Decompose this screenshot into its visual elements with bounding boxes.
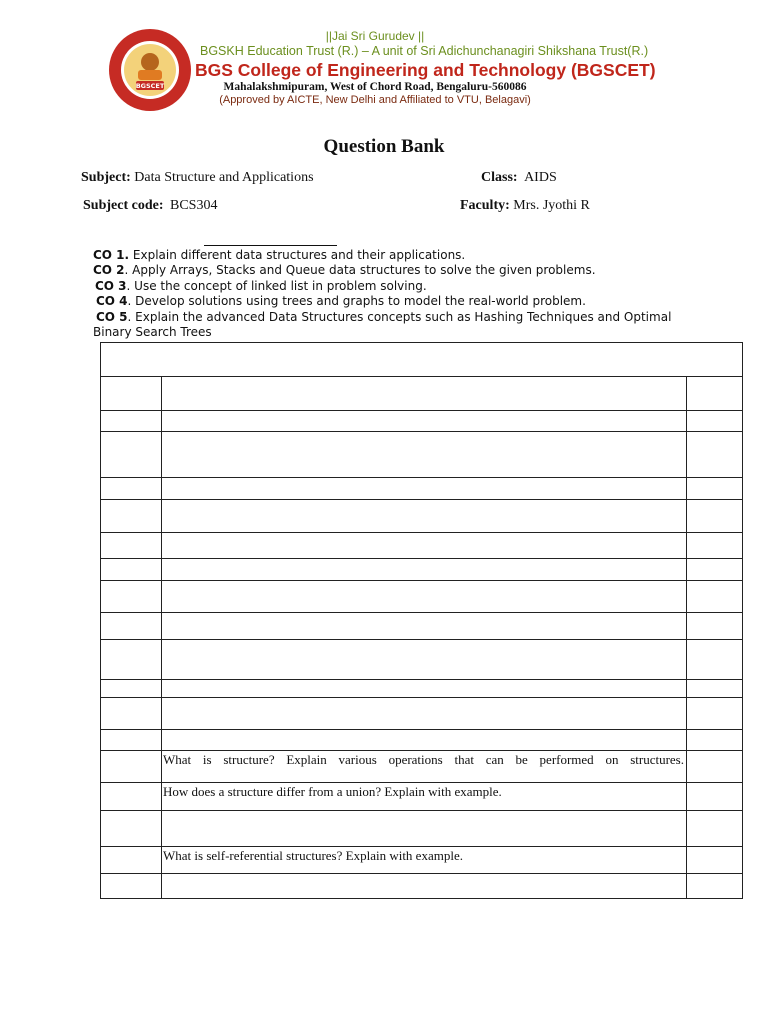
table-row: [101, 811, 743, 847]
divider-underline: [204, 245, 337, 246]
table-row: [101, 783, 743, 811]
table-row: [101, 559, 743, 581]
question-cell: [162, 698, 687, 730]
co-item: [93, 263, 596, 279]
question-cell: [162, 811, 687, 847]
table-row: [101, 581, 743, 613]
page-title: Question Bank: [323, 136, 445, 157]
table-row: [101, 500, 743, 533]
question-cell: [162, 533, 687, 559]
co-code: CO 1.: [93, 248, 130, 262]
co-text: . Develop solutions using trees and graphs to model the real-world problem.: [127, 294, 586, 308]
table-header-row: [101, 343, 743, 377]
blessing-line: ||Jai Sri Gurudev ||: [325, 29, 425, 43]
question-cell: [162, 581, 687, 613]
table-row: [101, 698, 743, 730]
co-item: [96, 310, 671, 326]
approval-line: (Approved by AICTE, New Delhi and Affiliated to VTU, Belagavi): [219, 94, 531, 106]
co5-continued: Binary Search Trees: [93, 325, 212, 339]
class-value: AIDS: [524, 170, 557, 185]
question-cell: [162, 730, 687, 751]
logo-center-text: BGSCET: [135, 82, 165, 90]
question-cell: [162, 613, 687, 640]
co-code: CO 2: [93, 263, 125, 277]
question-cell: [162, 377, 687, 411]
question-cell: What is self-referential structures? Explain with example.: [162, 847, 687, 874]
co-text: . Apply Arrays, Stacks and Queue data structures to solve the given problems.: [124, 263, 596, 277]
table-row: [101, 751, 743, 783]
table-row: [101, 730, 743, 751]
co-text: Explain different data structures and their applications.: [132, 248, 466, 262]
subject-value: Data Structure and Applications: [134, 170, 314, 185]
co-code: CO 3: [95, 279, 127, 293]
subject-code-value: BCS304: [170, 198, 218, 213]
college-logo: [108, 28, 192, 112]
table-row: [101, 411, 743, 432]
faculty-value: Mrs. Jyothi R: [513, 198, 590, 213]
question-cell: [162, 640, 687, 680]
table-row: [101, 640, 743, 680]
table-row: [101, 680, 743, 698]
subject-code-label: Subject code:: [83, 198, 164, 213]
college-name: BGS College of Engineering and Technology (BGSCET): [195, 60, 656, 80]
trust-line: BGSKH Education Trust (R.) – A unit of Sri Adichunchanagiri Shikshana Trust(R.): [200, 44, 649, 58]
table-row: [101, 432, 743, 478]
table-row: [101, 874, 743, 899]
co-text: . Explain the advanced Data Structures concepts such as Hashing Techniques and Optimal: [127, 310, 672, 324]
table-header-cell: [101, 343, 743, 377]
co-text: . Use the concept of linked list in problem solving.: [126, 279, 427, 293]
faculty-row: [460, 198, 590, 214]
question-cell: [162, 478, 687, 500]
question-cell: [162, 432, 687, 478]
question-cell: [162, 874, 687, 899]
table-row: [101, 533, 743, 559]
question-cell: How does a structure differ from a union? Explain with example.: [162, 783, 687, 811]
table-row: [101, 377, 743, 411]
table-row: [101, 847, 743, 874]
class-row: [481, 170, 557, 186]
question-table: [100, 342, 743, 899]
question-cell: [162, 500, 687, 533]
co-code: CO 4: [96, 294, 128, 308]
subject-label: Subject:: [81, 170, 131, 185]
class-label: Class:: [481, 170, 518, 185]
question-cell: What is structure? Explain various operations that can be performed on structures.: [162, 751, 687, 783]
co-item: [93, 248, 465, 264]
question-cell: [162, 411, 687, 432]
co-code: CO 5: [96, 310, 128, 324]
co-item: [96, 294, 586, 310]
faculty-label: Faculty:: [460, 198, 510, 213]
co-item: [95, 279, 427, 295]
table-row: [101, 478, 743, 500]
question-cell: [162, 680, 687, 698]
subject-code-row: [83, 198, 217, 214]
question-cell: [162, 559, 687, 581]
table-row: [101, 613, 743, 640]
subject-row: [81, 170, 314, 186]
college-address: Mahalakshmipuram, West of Chord Road, Bengaluru-560086: [223, 81, 527, 93]
